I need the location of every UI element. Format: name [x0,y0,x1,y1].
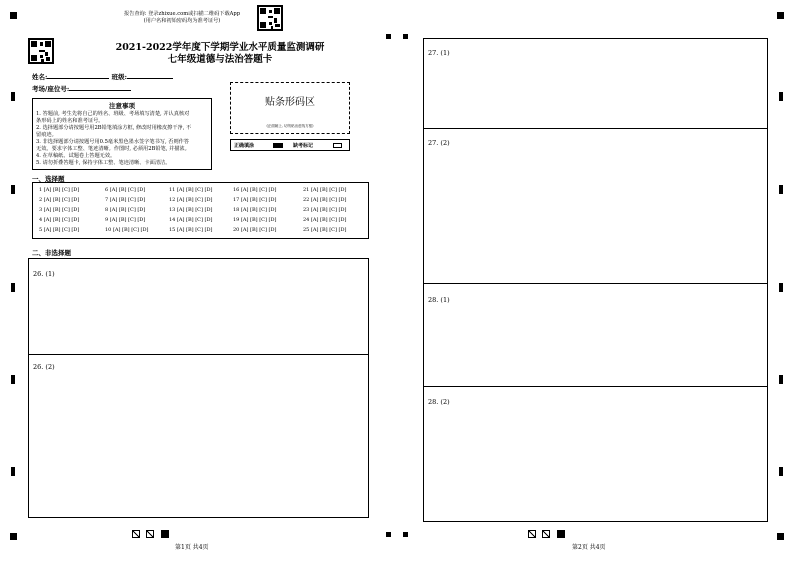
timing-mark [403,532,408,537]
page-number-1: 第1页 共4页 [175,544,209,551]
timing-mark [11,375,15,384]
absent-mark-checkbox[interactable] [333,143,342,148]
question-label: 27. (2) [428,139,450,147]
choice-row[interactable]: 22 [A] [B] [C] [D] [303,197,347,203]
choice-row[interactable]: 13 [A] [B] [C] [D] [169,207,213,213]
timing-mark [779,375,783,384]
choice-row[interactable]: 17 [A] [B] [C] [D] [233,197,277,203]
correct-fill-sample [273,143,283,148]
choice-row[interactable]: 25 [A] [B] [C] [D] [303,227,347,233]
choice-row[interactable]: 1 [A] [B] [C] [D] [39,187,80,193]
timing-mark [779,185,783,194]
answer-box-26-1[interactable] [28,258,369,355]
page-number-2: 第2页 共4页 [572,544,606,551]
name-field[interactable]: 姓名: 班级: [32,72,173,81]
choice-row[interactable]: 4 [A] [B] [C] [D] [39,217,80,223]
choice-row[interactable]: 9 [A] [B] [C] [D] [105,217,146,223]
choice-row[interactable]: 21 [A] [B] [C] [D] [303,187,347,193]
qr-code-icon [28,38,54,64]
choice-row[interactable]: 2 [A] [B] [C] [D] [39,197,80,203]
choice-row[interactable]: 20 [A] [B] [C] [D] [233,227,277,233]
choice-row[interactable]: 12 [A] [B] [C] [D] [169,197,213,203]
question-label: 28. (2) [428,398,450,406]
choice-row[interactable]: 11 [A] [B] [C] [D] [169,187,213,193]
timing-mark [10,12,17,19]
footer-mark [146,530,154,538]
footer-mark [528,530,536,538]
page-subtitle: 七年级道德与法治答题卡 [167,54,273,65]
choice-row[interactable]: 6 [A] [B] [C] [D] [105,187,146,193]
choice-row[interactable]: 5 [A] [B] [C] [D] [39,227,80,233]
timing-mark [779,92,783,101]
note-line: 无效。要求字体工整、笔迹清晰。作图时, 必须用2B铅笔, 并描浓。 [36,146,190,153]
timing-mark [11,92,15,101]
footer-mark [132,530,140,538]
fill-legend [230,139,350,151]
timing-mark [10,533,17,540]
question-label: 27. (1) [428,49,450,57]
multiple-choice-box [32,182,369,239]
absent-mark-label: 缺考标记 [293,143,314,149]
choice-row[interactable]: 18 [A] [B] [C] [D] [233,207,277,213]
report-note: 报告查询: 登录zhixue.com或扫描二维码下载App (用户名和初始密码均为准考证号) [123,11,241,25]
choice-row[interactable]: 14 [A] [B] [C] [D] [169,217,213,223]
notes-title: 注意事项 [109,102,135,110]
answer-box-28-1[interactable] [423,284,768,387]
answer-box-27-2[interactable] [423,129,768,284]
section2-title: 二、非选择题 [32,249,71,257]
timing-mark [11,467,15,476]
choice-row[interactable]: 24 [A] [B] [C] [D] [303,217,347,223]
timing-mark [779,467,783,476]
question-label: 26. (2) [33,363,55,371]
note-line: 1. 答题前, 考生先将自己的姓名、班级、考场填写清楚, 并认真核对 [36,111,190,117]
note-line: 3. 非选择题部分请按题号用0.5毫米黑色墨水签字笔书写, 否则作答 [36,139,190,146]
timing-mark [777,12,784,19]
choice-row[interactable]: 19 [A] [B] [C] [D] [233,217,277,223]
footer-mark [161,530,169,538]
room-seat-field[interactable]: 考场/座位号: [32,84,131,93]
timing-mark [386,34,391,39]
note-line: 留痕迹。 [36,132,57,139]
footer-mark [557,530,565,538]
correct-fill-label: 正确填涂 [234,143,255,149]
question-label: 28. (1) [428,296,450,304]
choice-row[interactable]: 23 [A] [B] [C] [D] [303,207,347,213]
choice-row[interactable]: 16 [A] [B] [C] [D] [233,187,277,193]
question-label: 26. (1) [33,270,55,278]
choice-row[interactable]: 15 [A] [B] [C] [D] [169,227,213,233]
note-line: 2. 选择题部分请按题号用2B铅笔填涂方框, 修改时用橡皮擦干净, 不 [36,125,192,132]
qr-code-icon [257,5,283,31]
answer-box-28-2[interactable] [423,387,768,522]
choice-row[interactable]: 3 [A] [B] [C] [D] [39,207,80,213]
timing-mark [386,532,391,537]
barcode-title: 贴条形码区 [265,97,315,108]
choice-row[interactable]: 7 [A] [B] [C] [D] [105,197,146,203]
note-line: 4. 在草稿纸、试题卷上答题无效。 [36,153,116,160]
choice-row[interactable]: 8 [A] [B] [C] [D] [105,207,146,213]
page-title: 2021-2022学年度下学期学业水平质量监测调研 [115,42,325,53]
timing-mark [11,185,15,194]
note-line: 条形码上的姓名和准考证号。 [36,118,104,125]
choice-row[interactable]: 10 [A] [B] [C] [D] [105,227,149,233]
timing-mark [11,283,15,292]
footer-mark [542,530,550,538]
note-line: 5. 请勿折叠答题卡, 保持字体工整、笔迹清晰、卡面清洁。 [36,160,171,167]
barcode-area [230,82,350,134]
answer-box-26-2[interactable] [28,355,369,518]
timing-mark [779,283,783,292]
notes-box [32,98,212,170]
timing-mark [777,533,784,540]
timing-mark [403,34,408,39]
barcode-note: (正面朝上, 切勿贴出虚线方框) [266,124,314,128]
answer-box-27-1[interactable] [423,38,768,129]
section1-title: 一、选择题 [32,175,65,183]
